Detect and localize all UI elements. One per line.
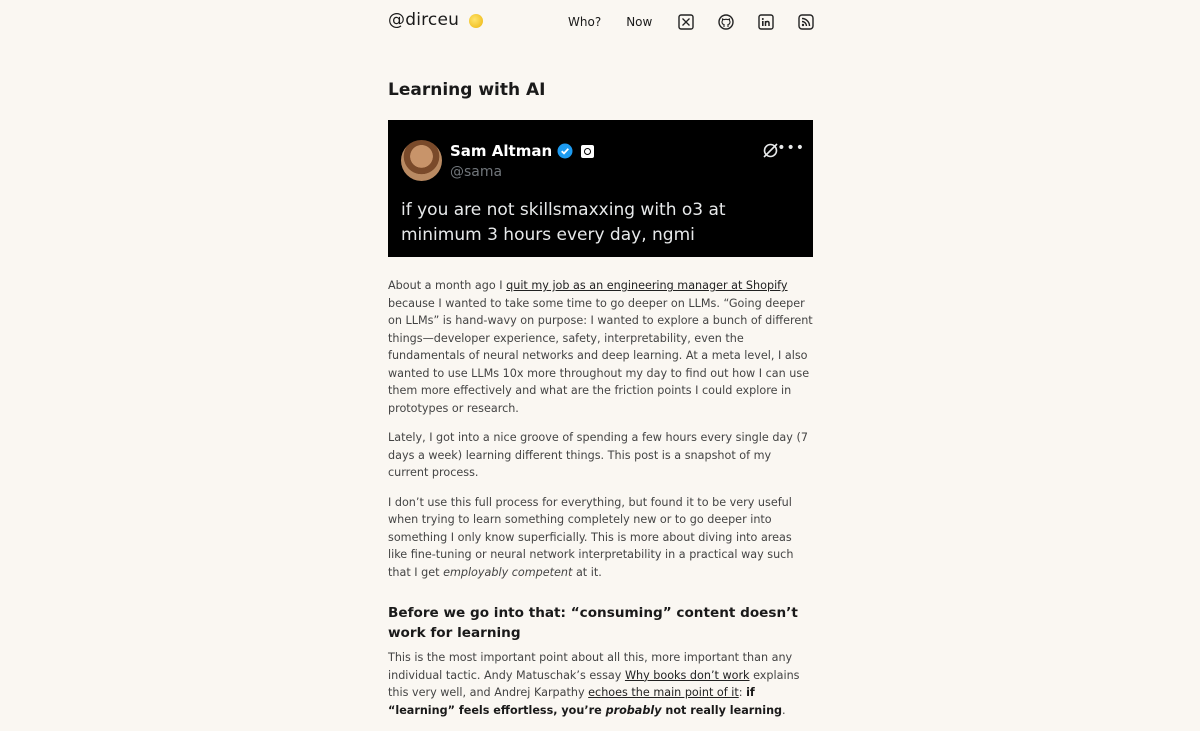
text-span: : xyxy=(738,686,747,699)
shopify-job-link[interactable]: quit my job as an engineering manager at Shopify xyxy=(506,279,788,292)
post-content xyxy=(388,277,813,731)
more-options-icon: ••• xyxy=(777,140,805,156)
rss-icon[interactable] xyxy=(798,14,814,30)
paragraph xyxy=(388,649,813,719)
nav-who[interactable]: Who? xyxy=(568,15,602,29)
nav-now[interactable]: Now xyxy=(626,15,653,29)
text-span: About a month ago I xyxy=(388,279,507,292)
github-icon[interactable] xyxy=(718,14,734,30)
post-title: Learning with AI xyxy=(388,80,546,100)
text-span: This is the most important point about all this, more important than any individual tactic. Andy Matuschak’s essay xyxy=(388,651,793,682)
brand xyxy=(388,10,483,30)
social-links xyxy=(678,14,814,30)
moon-emoji-icon xyxy=(469,14,483,28)
linkedin-icon[interactable] xyxy=(758,14,774,30)
openai-affiliation-icon xyxy=(581,145,594,158)
tweet-handle: @sama xyxy=(450,164,503,180)
tweet-author xyxy=(450,142,594,160)
text-span: because I wanted to take some time to go deeper on LLMs. “Going deeper on LLMs” is hand-wavy on purpose: I wanted to explore a bunch of different things—developer experience, safety, interpretability, even the fundamentals of neural networks and deep learning. At a meta level, I also wanted to use LLMs 10x more throughout my day to find out how I can use them more effectively and what are the friction points I could explore in prototypes or research. xyxy=(388,296,813,415)
paragraph: Lately, I got into a nice groove of spending a few hours every single day (7 days a week) learning different things. This post is a snapshot of my current process. xyxy=(388,431,808,479)
text-span: explains this very well, and Andrej Karpathy xyxy=(388,668,800,699)
x-icon[interactable] xyxy=(678,14,694,30)
text-span: I don’t use this full process for everything, but found it to be very useful when trying to learn something completely new or to go deeper into something I only know superficially. This is more about diving into areas like fine-tuning or neural network interpretability in a practical way such that I get xyxy=(388,495,794,579)
verified-badge-icon xyxy=(557,143,573,159)
page xyxy=(388,0,813,717)
text-span: at it. xyxy=(572,565,602,579)
paragraph xyxy=(388,277,813,417)
site-header xyxy=(388,0,813,44)
emphasis: probably xyxy=(605,703,662,717)
text-span: if “learning” feels effortless, you’re xyxy=(388,686,755,717)
karpathy-link[interactable]: echoes the main point of it xyxy=(588,686,739,699)
brand-link[interactable]: @dirceu xyxy=(388,10,460,30)
tweet-author-name: Sam Altman xyxy=(450,142,553,160)
text-span: not really learning xyxy=(661,703,783,717)
emphasis: employably competent xyxy=(443,565,573,579)
avatar xyxy=(401,140,442,181)
paragraph xyxy=(388,494,813,582)
section-heading: Before we go into that: “consuming” content doesn’t work for learning xyxy=(388,605,798,641)
tweet-embed-image xyxy=(388,120,813,257)
text-span: . xyxy=(782,703,786,717)
why-books-dont-work-link[interactable]: Why books don’t work xyxy=(624,668,750,682)
tweet-text: if you are not skillsmaxxing with o3 at minimum 3 hours every day, ngmi xyxy=(401,200,726,245)
main-nav xyxy=(568,15,652,29)
